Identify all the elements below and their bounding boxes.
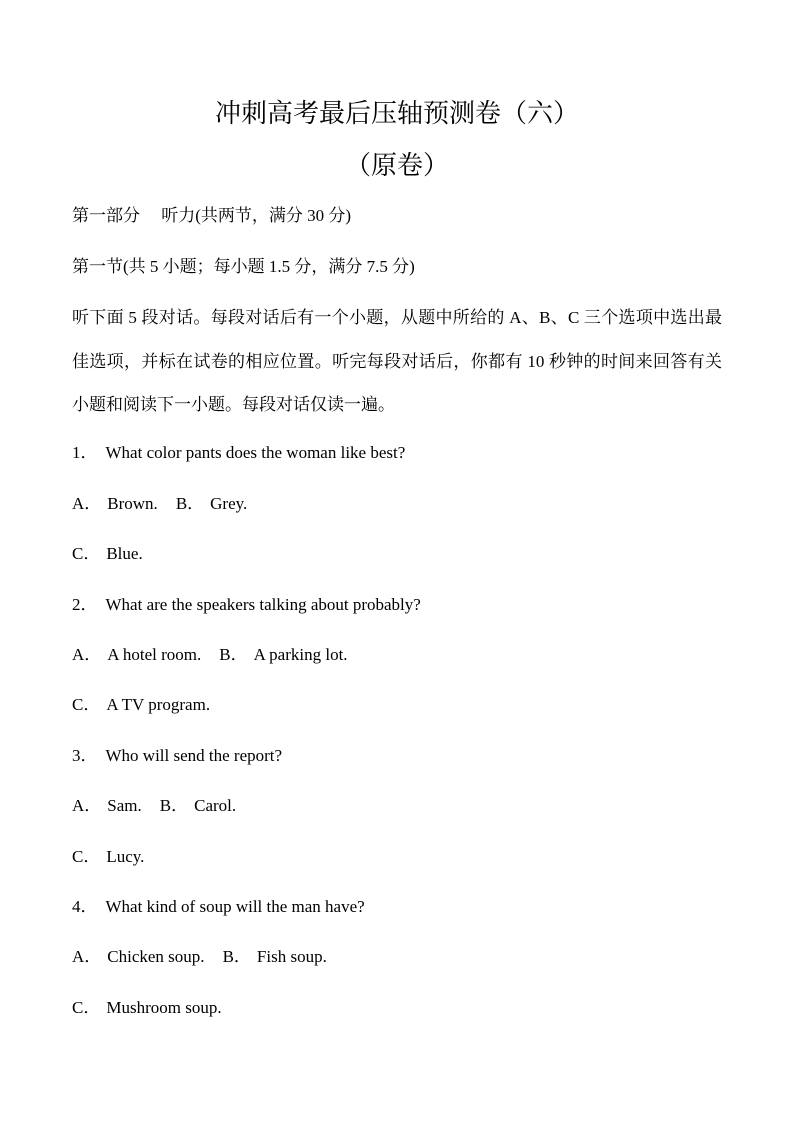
option-text: Fish soup. [256, 947, 327, 966]
option-label: C． [72, 998, 101, 1017]
page-title: 冲刺高考最后压轴预测卷（六） [214, 99, 579, 128]
question-text: Who will send the report? [105, 746, 283, 765]
question-3-options-ab [72, 795, 236, 817]
option-label: C． [72, 544, 101, 563]
option-label: A． [72, 645, 102, 664]
option-label: B． [159, 796, 189, 815]
question-1 [72, 442, 405, 464]
question-1-options-ab [72, 493, 247, 515]
part-heading: 第一部分 听力(共两节，满分 30 分) [72, 206, 352, 225]
option-b [160, 796, 236, 815]
option-label: A． [72, 494, 102, 513]
option-label: C． [72, 695, 101, 714]
option-text: Lucy. [106, 847, 145, 866]
question-2-options-ab [72, 644, 348, 666]
option-label: C． [72, 847, 101, 866]
question-3-option-c [72, 846, 144, 868]
instructions-paragraph: 听下面 5 段对话。每段对话后有一个小题，从题中所给的 A、B、C 三个选项中选出最佳选项，并标在试卷的相应位置。听完每段对话后，你都有 10 秒钟的时间来回答有关小题和阅读下一小题。每段对话仅读一遍。 [72, 308, 722, 414]
option-a [72, 645, 201, 664]
option-text: A TV program. [106, 695, 211, 714]
option-b [223, 947, 327, 966]
option-text: A parking lot. [253, 645, 348, 664]
question-2-option-c [72, 694, 210, 716]
question-number: 1． [72, 443, 98, 462]
question-text: What are the speakers talking about probably? [105, 595, 421, 614]
option-text: Mushroom soup. [106, 998, 222, 1017]
question-2 [72, 594, 421, 616]
option-a [72, 494, 158, 513]
option-text: Brown. [107, 494, 158, 513]
option-label: A． [72, 796, 102, 815]
option-a [72, 947, 205, 966]
option-b [219, 645, 347, 664]
option-label: A． [72, 947, 102, 966]
option-text: Grey. [210, 494, 248, 513]
option-a [72, 796, 142, 815]
option-text: Chicken soup. [107, 947, 205, 966]
option-label: B． [219, 645, 248, 664]
question-4-option-c [72, 997, 222, 1019]
page-subtitle: （原卷） [344, 151, 449, 180]
option-text: Carol. [194, 796, 237, 815]
option-text: A hotel room. [107, 645, 202, 664]
question-text: What kind of soup will the man have? [105, 897, 365, 916]
option-label: B． [222, 947, 251, 966]
question-1-option-c [72, 543, 143, 565]
option-b [176, 494, 247, 513]
question-3 [72, 745, 282, 767]
option-label: B． [175, 494, 205, 513]
question-4-options-ab [72, 946, 327, 968]
question-4 [72, 896, 365, 918]
section-heading: 第一节(共 5 小题；每小题 1.5 分，满分 7.5 分) [72, 257, 415, 276]
question-number: 4． [72, 897, 98, 916]
option-text: Sam. [107, 796, 142, 815]
question-number: 2． [72, 595, 98, 614]
question-number: 3． [72, 746, 98, 765]
option-text: Blue. [106, 544, 143, 563]
question-text: What color pants does the woman like best? [105, 443, 406, 462]
